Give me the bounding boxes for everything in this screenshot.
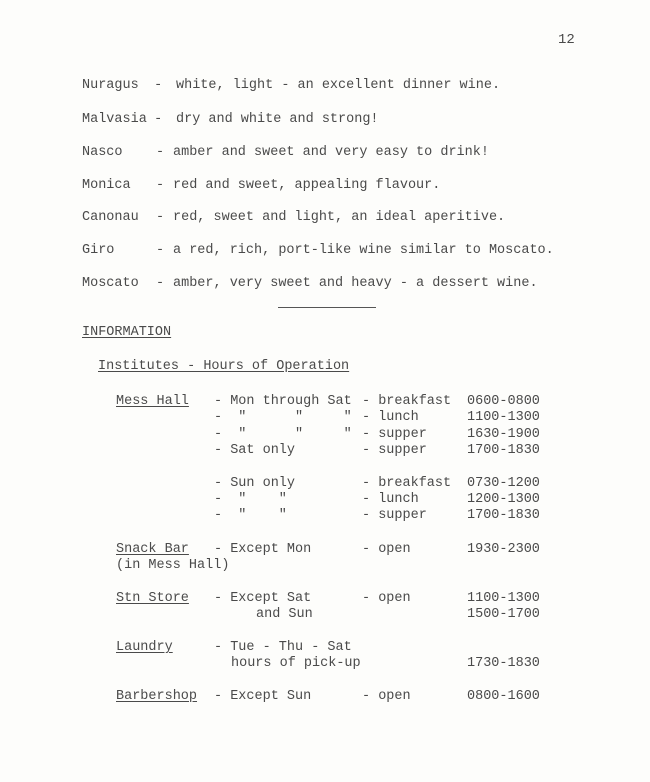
meal: - breakfast (362, 394, 452, 409)
wine-sep: - (156, 178, 173, 193)
wine-name-moscato: Moscato (82, 276, 139, 291)
hours: 1630-1900 (467, 427, 540, 442)
snack-bar-label: Snack Bar (116, 542, 189, 557)
days-continued: and Sun (256, 607, 313, 622)
wine-name-giro: Giro (82, 243, 115, 258)
status: - open (362, 542, 411, 557)
wine-sep: - (156, 210, 173, 225)
days: - Sun only (214, 476, 296, 491)
hours: 1930-2300 (467, 542, 540, 557)
wine-desc-monica: red and sweet, appealing flavour. (173, 178, 441, 193)
wine-sep: - (156, 243, 173, 258)
wine-name-nasco: Nasco (82, 145, 123, 160)
wine-desc-giro: a red, rich, port-like wine similar to Moscato. (173, 243, 554, 258)
wine-sep: - (146, 112, 171, 127)
meal: - supper (362, 443, 427, 458)
hours-continued: 1500-1700 (467, 607, 540, 622)
meal: - supper (362, 508, 427, 523)
hours: 0730-1200 (467, 476, 540, 491)
wine-desc-nuragus: white, light - an excellent dinner wine. (176, 78, 501, 93)
days-continued: hours of pick-up (231, 656, 361, 671)
status: - open (362, 689, 411, 704)
days: - Sat only (214, 443, 296, 458)
meal: - supper (362, 427, 427, 442)
wine-sep: - (156, 276, 173, 291)
wine-sep: - (156, 145, 173, 160)
days: - " " " (214, 410, 352, 425)
days: - " " (214, 508, 287, 523)
hours: 1700-1830 (467, 443, 540, 458)
meal: - lunch (362, 410, 419, 425)
days: - Except Mon (214, 542, 312, 557)
mess-hall-label: Mess Hall (116, 394, 189, 409)
wine-name-monica: Monica (82, 178, 131, 193)
page-number: 12 (558, 32, 575, 48)
meal: - lunch (362, 492, 419, 507)
wine-desc-malvasia: dry and white and strong! (176, 112, 379, 127)
section-divider (278, 307, 376, 308)
stn-store-label: Stn Store (116, 591, 189, 606)
laundry-label: Laundry (116, 640, 173, 655)
wine-sep: - (146, 78, 171, 93)
wine-desc-nasco: amber and sweet and very easy to drink! (173, 145, 489, 160)
snack-bar-location: (in Mess Hall) (116, 558, 230, 573)
days: - " " (214, 492, 287, 507)
days: - Tue - Thu - Sat (214, 640, 352, 655)
wine-name-canonau: Canonau (82, 210, 139, 225)
hours: 1100-1300 (467, 410, 540, 425)
wine-desc-moscato: amber, very sweet and heavy - a dessert wine. (173, 276, 538, 291)
wine-name-malvasia: Malvasia (82, 112, 147, 127)
days: - Mon through Sat (214, 394, 352, 409)
days: - Except Sun (214, 689, 312, 704)
status: - open (362, 591, 411, 606)
hours: 1730-1830 (467, 656, 540, 671)
days: - Except Sat (214, 591, 312, 606)
wine-desc-canonau: red, sweet and light, an ideal aperitive. (173, 210, 506, 225)
hours: 1100-1300 (467, 591, 540, 606)
section-heading: INFORMATION (82, 325, 172, 340)
hours: 1700-1830 (467, 508, 540, 523)
barbershop-label: Barbershop (116, 689, 198, 704)
hours: 1200-1300 (467, 492, 540, 507)
hours: 0800-1600 (467, 689, 540, 704)
hours: 0600-0800 (467, 394, 540, 409)
subheading: Institutes - Hours of Operation (98, 359, 350, 374)
meal: - breakfast (362, 476, 452, 491)
wine-name-nuragus: Nuragus (82, 78, 139, 93)
days: - " " " (214, 427, 352, 442)
